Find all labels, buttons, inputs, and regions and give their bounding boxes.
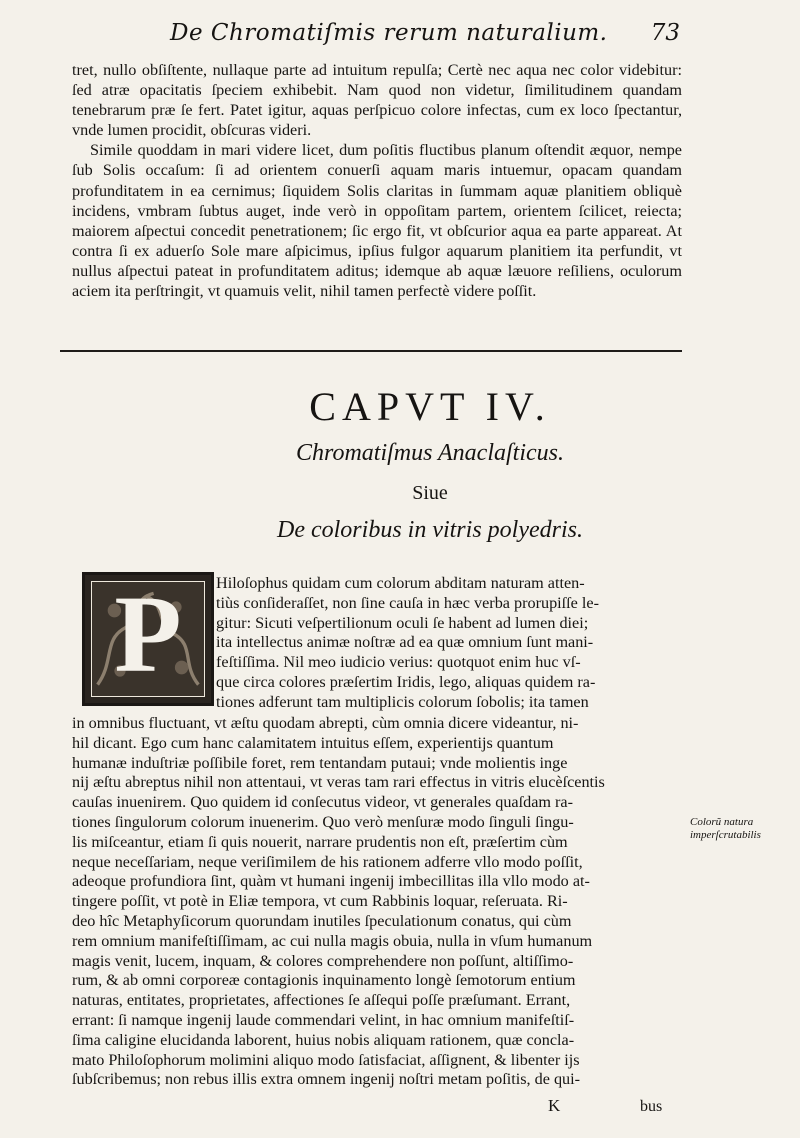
chapter-subtitle: Chromatiſmus Anaclaſticus. — [295, 440, 564, 466]
text-line: deo hîc Metaphyſicorum quorundam inutiles ſpeculationum conatus, qui cùm — [72, 911, 572, 930]
text-line: que circa colores præſertim Iridis, lego, aliquas quidem ra- — [216, 672, 596, 691]
initial-letter: P — [114, 573, 182, 695]
section-divider — [60, 350, 682, 352]
text-line: humanæ induſtriæ poſſibile foret, rem tentandam putaui; vnde molientis inge — [72, 753, 568, 772]
text-line: tiones ſingulorum colorum inuenerim. Quo verò menſuræ modo ſinguli ſingu- — [72, 812, 574, 831]
signature-mark: K — [548, 1096, 561, 1115]
text-line: ſubſcribemus; non rebus illis extra omnem ingenij noſtri metam poſitis, de qui- — [72, 1070, 581, 1089]
text-line: hil dicant. Ego cum hanc calamitatem intuitus eſſem, experientijs quantum — [72, 733, 554, 752]
paragraph: Simile quoddam in mari videre licet, dum poſitis fluctibus planum oſtendit æquor, nempe ſub Solis occaſum: ſi ad orientem conuerſi aquam maris intuemur, opacam quandam profunditatem in ea cernimus; ſiquidem Solis claritas in ſummam aquæ planitiem obliquè incidens, vmbram ſubtus auget, inde verò in oppoſitam partem, orientem ſcilicet, reiecta; maiorem aſpectui concedit penetrationem; ſic ergo fit, vt obſcurior aqua ea parte appareat. At contra ſi ex aduerſo Sole mare aſpicimus, ipſius fulgor aquarum planitiem ita perfundit, vt nullus aſpectui pateat in profunditatem aditus; idemque ab aquæ læuore reſiliens, oculorum aciem ita perſtringit, vt quamuis velit, nihil tamen perfectè videre poſſit. — [72, 141, 682, 301]
running-head-title: De Chromatiſmis rerum naturalium. — [170, 20, 608, 46]
text-line: in omnibus fluctuant, vt æſtu quodam abrepti, cùm omnia dicere videantur, ni- — [72, 714, 579, 732]
text-line: rum, & ab omni corporeæ contagionis inquinamento longè ſemotorum entium — [72, 971, 576, 990]
running-head — [160, 18, 680, 52]
text-line: feſtiſſima. Nil meo iudicio verius: quotquot enim huc vſ- — [216, 653, 581, 672]
chapter-siue: Siue — [412, 482, 448, 504]
text-line: rem omnium manifeſtiſſimam, ac cui nulla magis obuia, nulla in vſum humanum — [72, 931, 593, 950]
text-line: cauſas inuenirem. Quo quidem id conſecutus videor, vt generales quaſdam ra- — [72, 793, 573, 812]
text-line: tingere poſſit, vt potè in Eliæ tempora, vt cum Rabbinis loquar, reſeruata. Ri- — [72, 892, 568, 911]
page-number: 73 — [650, 20, 680, 46]
text-line: Hiloſophus quidam cum colorum abditam naturam atten- — [216, 574, 585, 592]
text-line: neque neceſſariam, neque veriſimilem de his rationem adferre vllo modo poſſit, — [72, 852, 583, 871]
chapter-subtitle-2: De coloribus in vitris polyedris. — [277, 517, 583, 543]
text-line: naturas, entitates, proprietates, affectiones ſe aſſequi poſſe præſumant. Errant, — [72, 991, 571, 1010]
chapter-text-wrapped — [216, 574, 682, 713]
decorated-initial — [82, 572, 214, 706]
text-line: mato Philoſophorum molimini aliquo modo ſatisfaciat, aſſignent, & libenter ijs — [72, 1050, 580, 1069]
text-line: tiones adferunt tam multiplicis colorum ſobolis; ita tamen — [216, 692, 589, 711]
text-line: tiùs conſideraſſet, non ſine cauſa in hæc verba prorupiſſe le- — [216, 593, 599, 612]
text-line: adeoque profundiora ſint, quàm vt humani ingenij imbecillitas illa vllo modo at- — [72, 872, 590, 891]
chapter-title: CAPVT IV. — [309, 384, 551, 429]
text-line: magis venit, lucem, inquam, & colores comprehendere non poſſunt, altiſſimo- — [72, 951, 574, 970]
text-line: errant: ſi namque ingenij laude commendari velint, in hac omnium manifeſtiſ- — [72, 1010, 575, 1029]
catchword: bus — [640, 1098, 663, 1115]
top-text-block — [72, 60, 682, 301]
chapter-text-full — [72, 714, 682, 1090]
marginal-note: Colorũ natura imperſcrutabilis — [690, 816, 761, 841]
text-line: ſima caligine elucidanda laborent, huius nobis aliquam rationem, quæ concla- — [72, 1030, 575, 1049]
paragraph: tret, nullo obſiſtente, nullaque parte ad intuitum repulſa; Certè nec aqua nec color videbitur: ſed atræ opacitatis ſpeciem exhibebit. Nam quod non videtur, ſimilitudinem quandam tenebrarum præ ſe fert. Patet igitur, aquas perſpicuo colore infectas, cum ex loco ſpectantur, vnde lumen procidit, obſcuras videri. — [72, 61, 682, 140]
text-line: ita intellectus animæ noſtræ ad ea quæ omnium ſunt mani- — [216, 633, 594, 652]
text-line: gitur: Sicuti veſpertilionum oculi ſe habent ad lumen diei; — [216, 613, 589, 632]
text-line: nij æſtu abreptus nihil non attentaui, vt veras tam rari effectus in vitris elucèſcentis — [72, 773, 605, 792]
text-line: lis miſceantur, etiam ſi quis nouerit, narrare prudentis non eſt, præſertim cùm — [72, 832, 568, 851]
